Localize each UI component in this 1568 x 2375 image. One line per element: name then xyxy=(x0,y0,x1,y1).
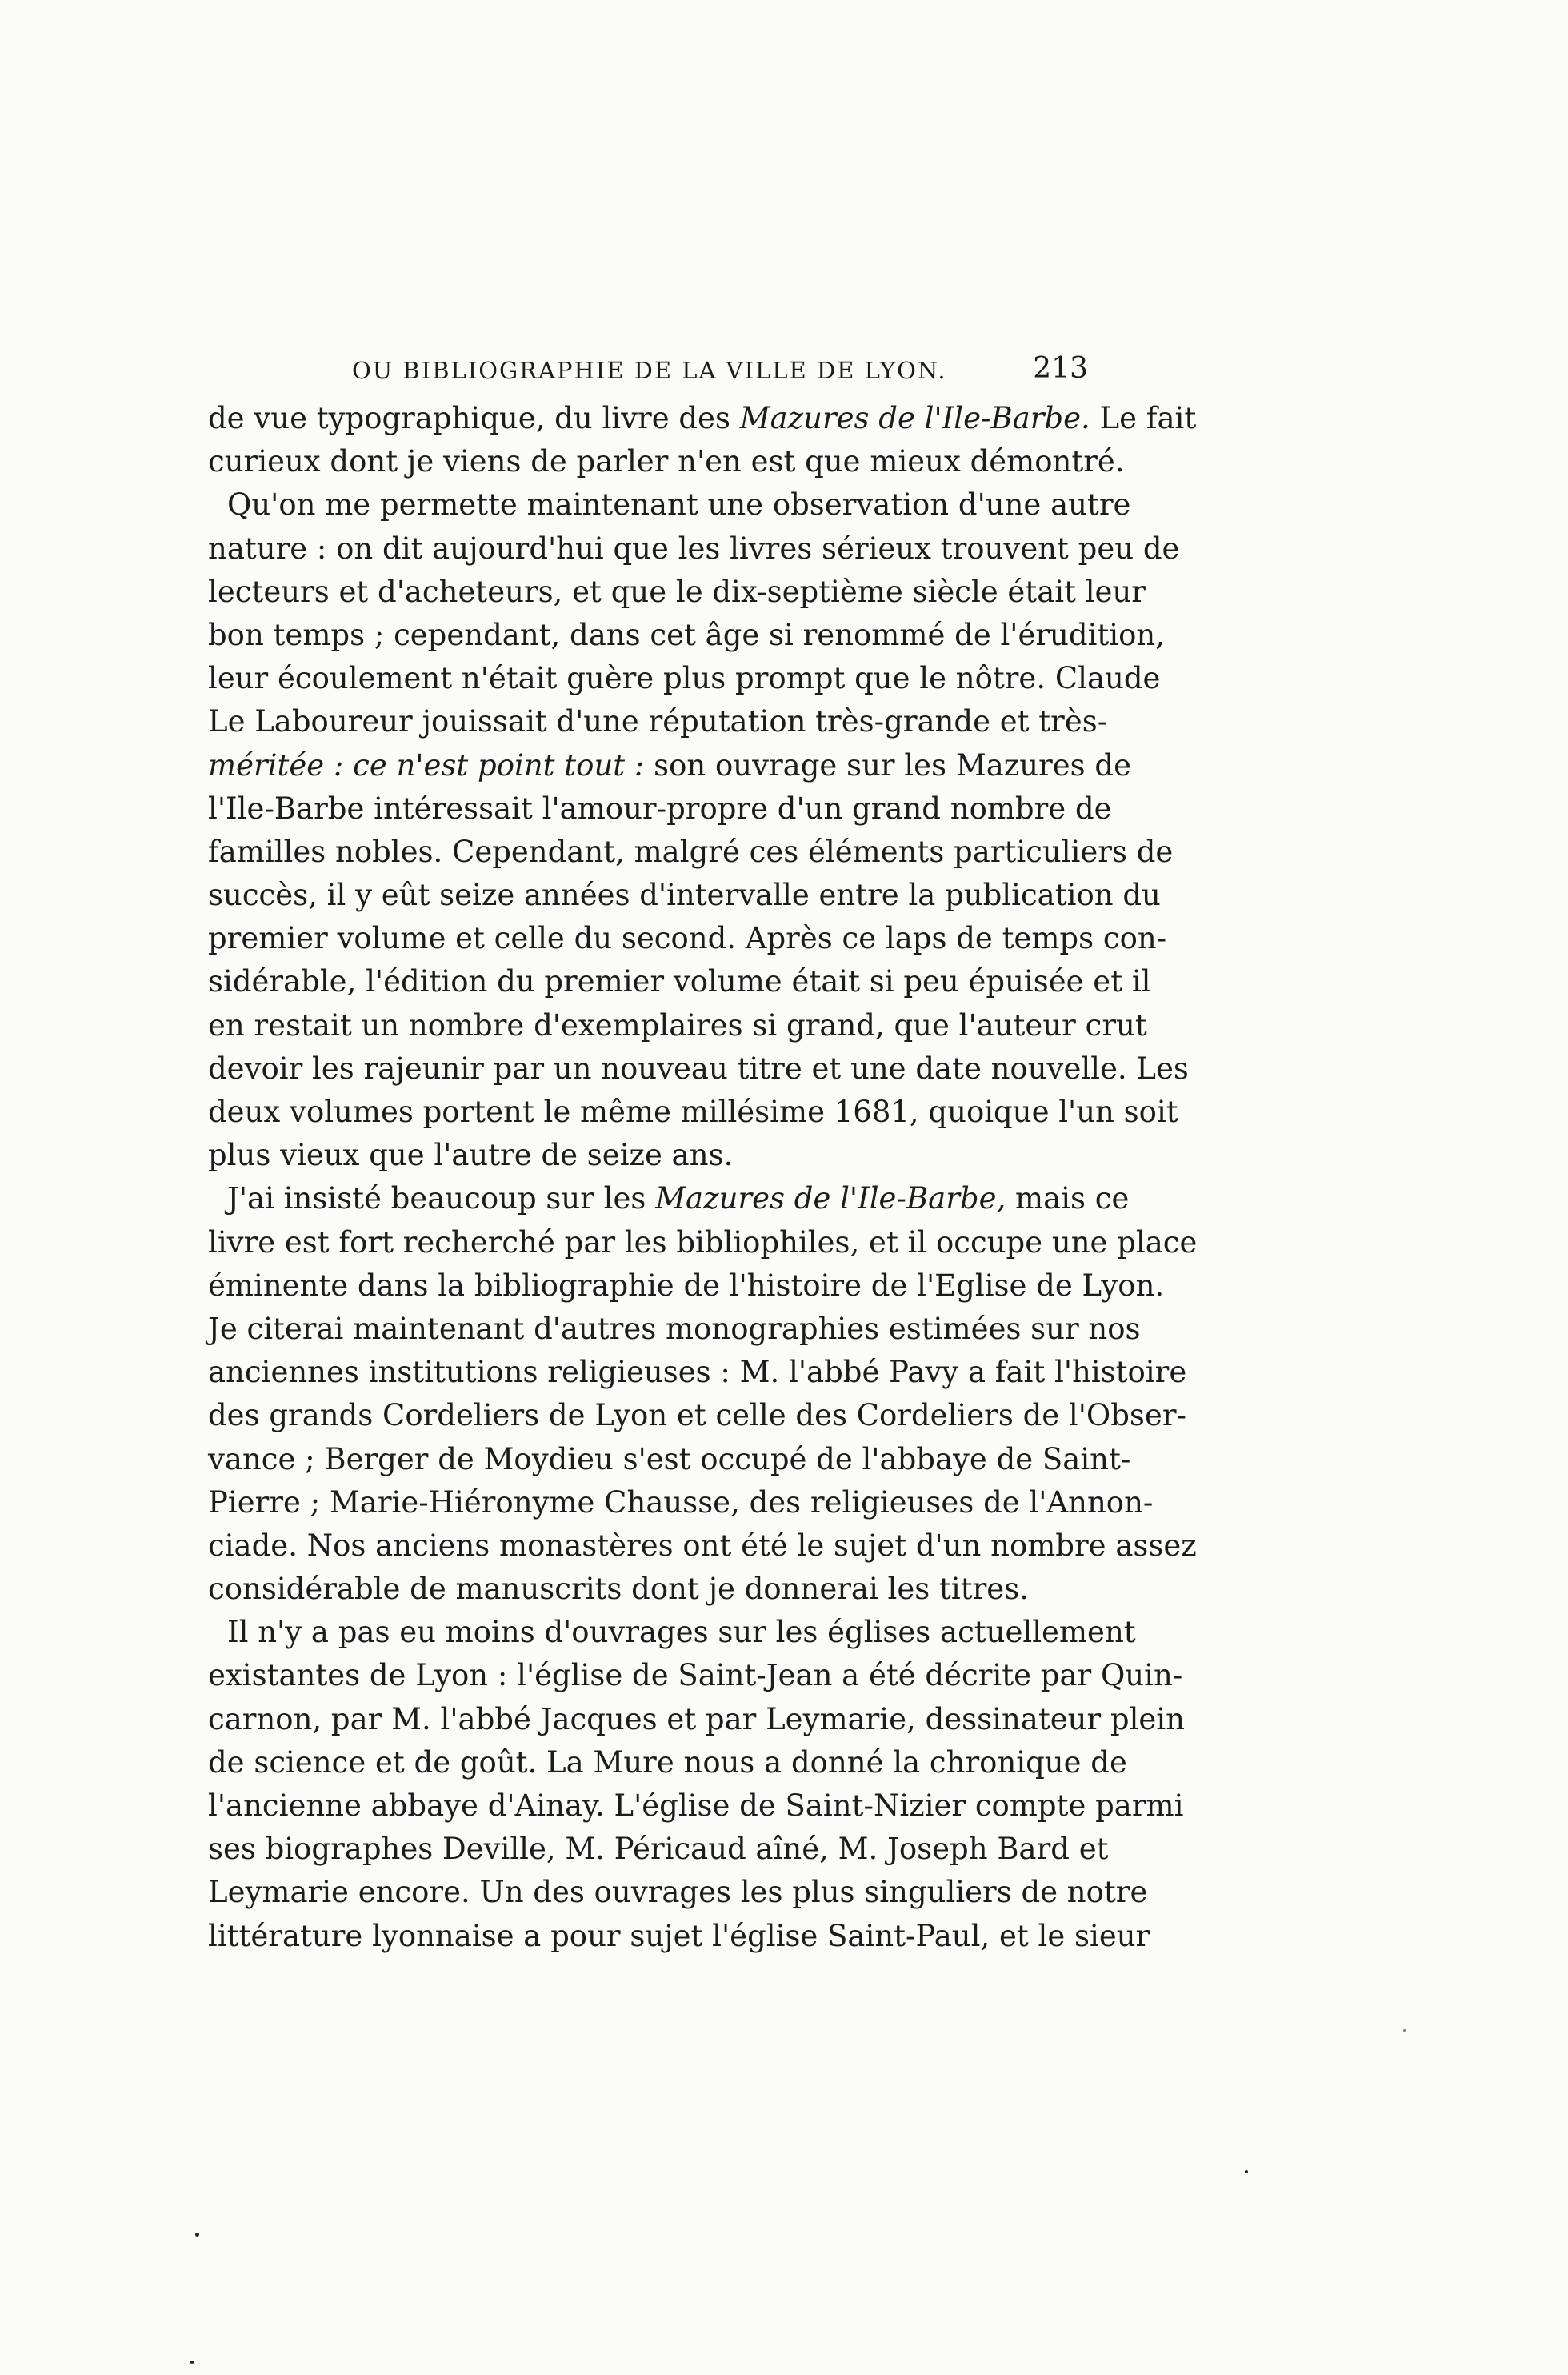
text-line: premier volume et celle du second. Après ce laps de temps con- xyxy=(208,921,1167,956)
text-line: nature : on dit aujourd'hui que les livres sérieux trouvent peu de xyxy=(208,531,1180,566)
text-line: de vue typographique, du livre des Mazures de l'Ile-Barbe. Le fait xyxy=(208,401,1197,435)
text-line: Qu'on me permette maintenant une observation d'une autre xyxy=(227,487,1131,523)
text-line: considérable de manuscrits dont je donnerai les titres. xyxy=(208,1572,1029,1607)
scan-speck xyxy=(1403,2029,1406,2032)
text-line: Je citerai maintenant d'autres monographies estimées sur nos xyxy=(208,1311,1141,1346)
text-line: deux volumes portent le même millésime 1681, quoique l'un soit xyxy=(208,1095,1178,1129)
text-line: ciade. Nos anciens monastères ont été le sujet d'un nombre assez xyxy=(208,1528,1197,1563)
text-line: l'Ile-Barbe intéressait l'amour-propre d'un grand nombre de xyxy=(208,791,1112,826)
text-line: devoir les rajeunir par un nouveau titre et une date nouvelle. Les xyxy=(208,1051,1189,1086)
text-line: Leymarie encore. Un des ouvrages les plus singuliers de notre xyxy=(208,1875,1148,1910)
scan-speck xyxy=(1245,2170,1248,2173)
body-text xyxy=(208,397,1198,1958)
text-line: l'ancienne abbaye d'Ainay. L'église de Saint-Nizier compte parmi xyxy=(208,1788,1184,1823)
text-line: bon temps ; cependant, dans cet âge si renommé de l'érudition, xyxy=(208,617,1165,652)
text-line: carnon, par M. l'abbé Jacques et par Leymarie, dessinateur plein xyxy=(208,1701,1185,1736)
scan-speck xyxy=(195,2233,199,2237)
text-line: ses biographes Deville, M. Péricaud aîné, M. Joseph Bard et xyxy=(208,1832,1109,1867)
text-line: existantes de Lyon : l'église de Saint-Jean a été décrite par Quin- xyxy=(208,1658,1183,1693)
text-line: leur écoulement n'était guère plus prompt que le nôtre. Claude xyxy=(208,661,1161,696)
text-line: éminente dans la bibliographie de l'histoire de l'Eglise de Lyon. xyxy=(208,1268,1165,1303)
text-line: des grands Cordeliers de Lyon et celle des Cordeliers de l'Obser- xyxy=(208,1398,1187,1433)
text-line: littérature lyonnaise a pour sujet l'église Saint-Paul, et le sieur xyxy=(208,1918,1150,1953)
text-line: J'ai insisté beaucoup sur les Mazures de l'Ile-Barbe, mais ce xyxy=(227,1181,1130,1216)
text-line: de science et de goût. La Mure nous a donné la chronique de xyxy=(208,1744,1127,1780)
text-line: lecteurs et d'acheteurs, et que le dix-septième siècle était leur xyxy=(208,574,1146,609)
text-line: Pierre ; Marie-Hiéronyme Chausse, des religieuses de l'Annon- xyxy=(208,1484,1154,1520)
text-line: curieux dont je viens de parler n'en est que mieux démontré. xyxy=(208,444,1125,479)
text-line: plus vieux que l'autre de seize ans. xyxy=(208,1138,734,1173)
running-head xyxy=(208,352,1088,397)
text-line: vance ; Berger de Moydieu s'est occupé de l'abbaye de Saint- xyxy=(208,1441,1131,1476)
text-line: succès, il y eût seize années d'intervalle entre la publication du xyxy=(208,878,1161,913)
scan-speck xyxy=(190,2361,194,2364)
text-line: anciennes institutions religieuses : M. l'abbé Pavy a fait l'histoire xyxy=(208,1355,1187,1390)
text-line: méritée : ce n'est point tout : son ouvrage sur les Mazures de xyxy=(208,747,1132,783)
text-line: sidérable, l'édition du premier volume était si peu épuisée et il xyxy=(208,964,1151,999)
page-number: 213 xyxy=(1033,352,1088,385)
text-line: en restait un nombre d'exemplaires si grand, que l'auteur crut xyxy=(208,1007,1147,1043)
text-line: livre est fort recherché par les bibliophiles, et il occupe une place xyxy=(208,1224,1198,1260)
text-line: familles nobles. Cependant, malgré ces éléments particuliers de xyxy=(208,834,1174,869)
running-title: OU BIBLIOGRAPHIE DE LA VILLE DE LYON. xyxy=(352,357,947,384)
text-line: Il n'y a pas eu moins d'ouvrages sur les églises actuellement xyxy=(227,1615,1136,1650)
text-line: Le Laboureur jouissait d'une réputation très-grande et très- xyxy=(208,704,1108,739)
